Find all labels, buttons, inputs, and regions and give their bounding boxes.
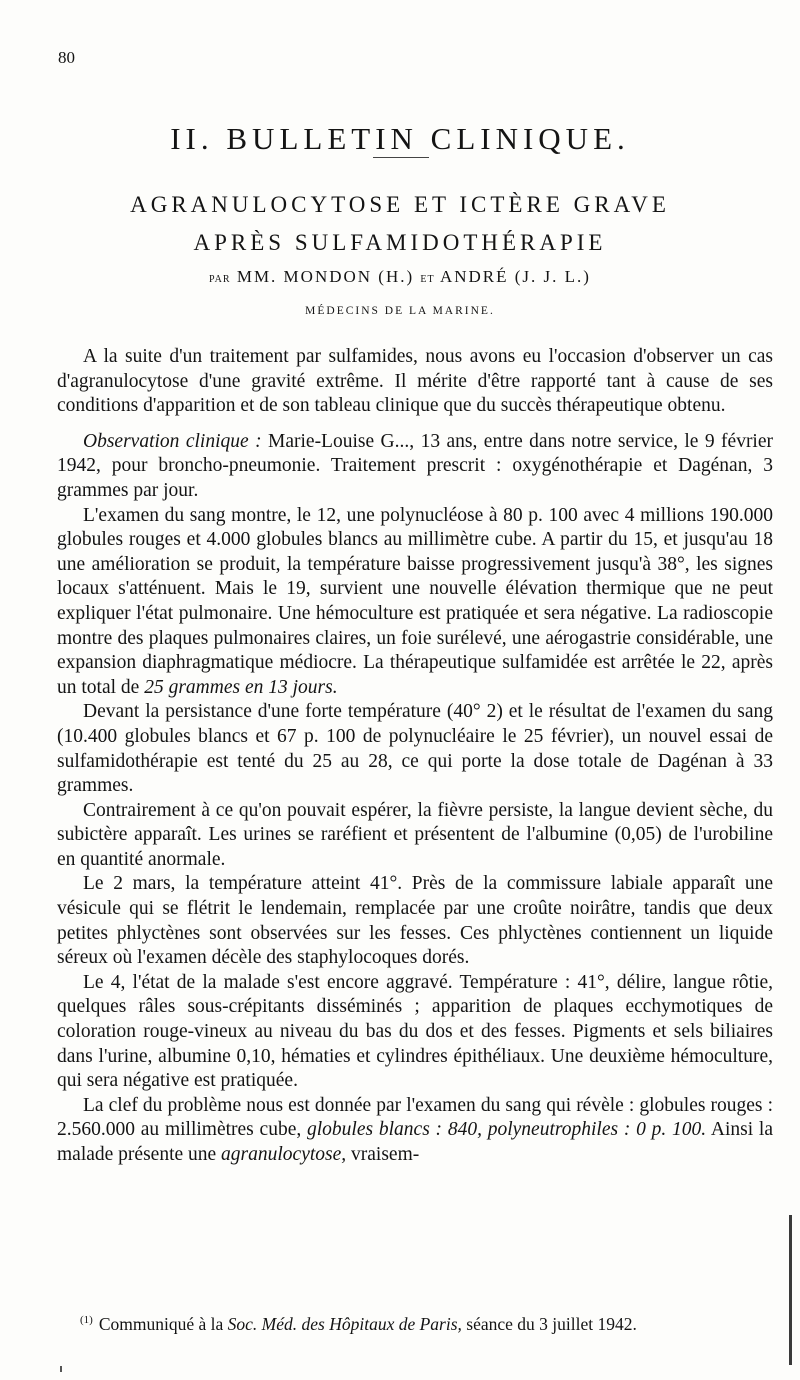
scan-page-edge [789, 1215, 792, 1365]
authors [0, 267, 800, 287]
footnote-marker: (1) [80, 1314, 93, 1327]
diagnosis-italic-term: agranulocytose, [221, 1144, 347, 1165]
observation-label: Observation clinique : [83, 430, 262, 452]
article-title-line-1: AGRANULOCYTOSE ET ICTÈRE GRAVE [130, 192, 670, 217]
article-body [57, 345, 773, 1168]
paragraph-march-4: Le 4, l'état de la malade s'est encore aggravé. Température : 41°, délire, langue rôtie, quelques râles sous-crépitants disséminés ; apparition de plaques ecchymotiques de coloration rouge-vineux au niveau du bas du dos et des fesses. Pigments et sels biliaires dans l'urine, albumine 0,10, hématies et cylindres épithéliaux. Une deuxième hémoculture, qui sera négative est pratiquée. [57, 971, 773, 1092]
footnote-end: séance du 3 juillet 1942. [461, 1314, 637, 1334]
paragraph-observation [57, 430, 773, 504]
author-andre: ANDRÉ (J. J. L.) [439, 267, 591, 286]
title-divider [373, 157, 429, 158]
paragraph-march-2: Le 2 mars, la température atteint 41°. Près de la commissure labiale apparaît une vésicule qui se flétrit le lendemain, remplacée par une croûte noirâtre, tandis que deux petites phlyctènes sont observées sur les fesses. Ces phlyctènes contiennent un liquide séreux où l'examen décèle des staphylocoques dorés. [57, 873, 773, 969]
author-mondon: MM. MONDON (H.) [236, 267, 415, 286]
diagnosis-text-a: La clef du problème nous est donnée par l'examen du sang qui révèle : globules rouges : 2.560.000 au millimètres cube, [57, 1094, 773, 1141]
footnote [80, 1314, 780, 1335]
paragraph-intro: A la suite d'un traitement par sulfamides, nous avons eu l'occasion d'observer un cas d'agranulocytose d'une gravité extrême. Il mérite d'être rapporté tant à cause de ses conditions d'apparition et de son tableau clinique que du succès thérapeutique obtenu. [57, 346, 773, 417]
authors-prefix: PAR [209, 274, 231, 285]
paragraph-blood-exam [57, 504, 773, 701]
paragraph-diagnosis [57, 1094, 773, 1168]
page-number: 80 [58, 48, 75, 67]
scan-speck [60, 1366, 62, 1372]
blood-exam-text: L'examen du sang montre, le 12, une polynucléose à 80 p. 100 avec 4 millions 190.000 globules rouges et 4.000 globules blancs au millimètre cube. A partir du 15, et jusqu'au 18 une amélioration se produit, la température baisse progressivement jusqu'à 38°, les signes locaux s'atténuent. Mais le 19, survient une nouvelle élévation thermique que ne peut expliquer l'état pulmonaire. Une hémoculture est pratiquée et sera négative. La radioscopie montre des plaques pulmonaires claires, un foie surélevé, une aérogastrie considérable, une expansion diaphragmatique médiocre. La thérapeutique sulfamidée est arrêtée le 22, après un total de [57, 504, 773, 698]
article-title-line-2: APRÈS SULFAMIDOTHÉRAPIE [193, 230, 607, 255]
total-dose-italic: 25 grammes en 13 jours. [144, 676, 338, 698]
observation-text: Marie-Louise G..., 13 ans, entre dans notre service, le 9 février 1942, pour broncho-pneumonie. Traitement prescrit : oxygénothérapie et Dagénan, 3 grammes par jour. [57, 430, 774, 501]
footnote-journal: Soc. Méd. des Hôpitaux de Paris, [227, 1314, 462, 1334]
diagnosis-text-b: Ainsi la malade présente une [57, 1119, 773, 1165]
authors-join: ET [420, 274, 435, 285]
footnote-text: Communiqué à la [98, 1314, 228, 1334]
paragraph-second-course: Devant la persistance d'une forte température (40° 2) et le résultat de l'examen du sang (10.400 globules blancs et 67 p. 100 de polynucléaire le 25 février), un nouvel essai de sulfamidothérapie est tenté du 25 au 28, ce qui porte la dose totale de Dagénan à 33 grammes. [57, 701, 773, 797]
diagnosis-italic-counts: globules blancs : 840, polyneutrophiles : 0 p. 100. [307, 1119, 707, 1141]
diagnosis-text-c: vraisem- [346, 1144, 420, 1165]
affiliation: MÉDECINS DE LA MARINE. [305, 305, 495, 317]
paragraph-fever: Contrairement à ce qu'on pouvait espérer, la fièvre persiste, la langue devient sèche, du subictère apparaît. Les urines se raréfient et présentent de l'albumine (0,05) de l'urobiline en quantité anormale. [57, 799, 773, 870]
section-title: II. BULLETIN CLINIQUE. [170, 120, 630, 156]
